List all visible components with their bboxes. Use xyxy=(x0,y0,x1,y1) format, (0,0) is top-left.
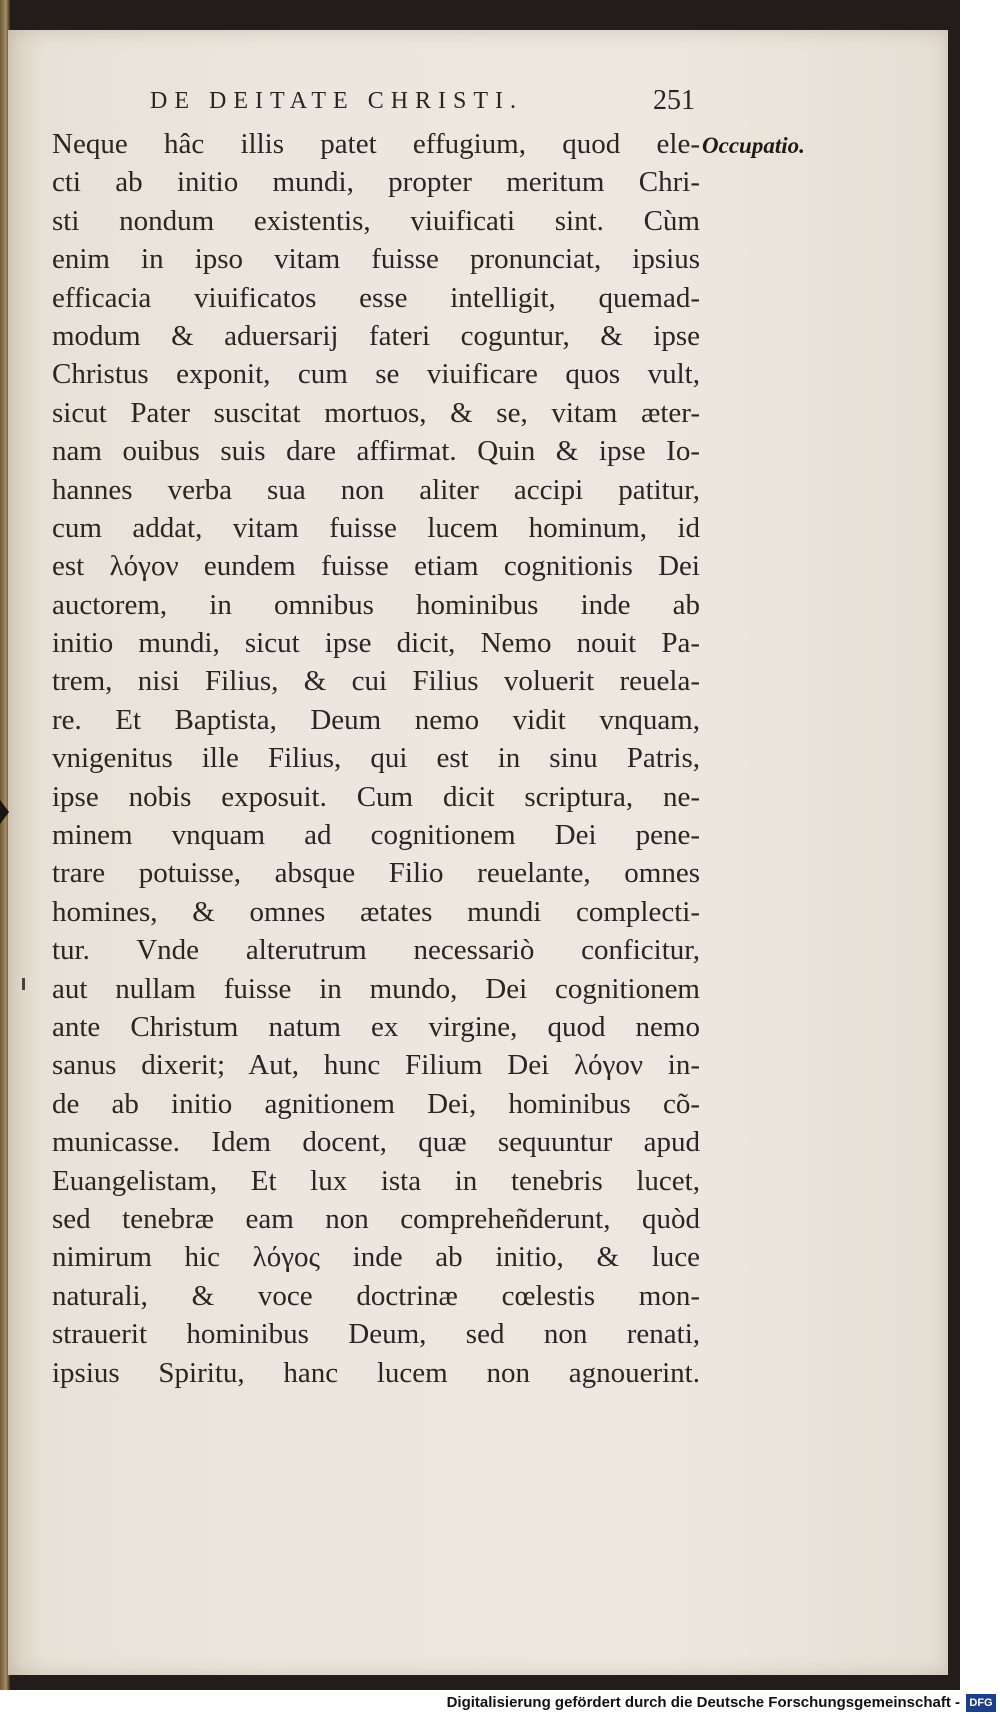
text-line: de ab initio agnitionem Dei, hominibus cõ- xyxy=(52,1087,700,1120)
dfg-logo-icon: DFG xyxy=(966,1694,996,1712)
text-line: est λόγον eundem fuisse etiam cognitionis Dei xyxy=(52,550,700,583)
text-line: sicut Pater suscitat mortuos, & se, vitam æter- xyxy=(52,396,700,429)
text-line: tur. Vnde alterutrum necessariò conficitur, xyxy=(52,934,700,967)
text-line: strauerit hominibus Deum, sed non renati, xyxy=(52,1318,700,1351)
running-title: DE DEITATE CHRISTI. xyxy=(150,88,524,114)
page-tab-marker xyxy=(0,800,9,824)
text-line: cti ab initio mundi, propter meritum Chri- xyxy=(52,166,700,199)
text-line: initio mundi, sicut ipse dicit, Nemo nouit Pa- xyxy=(52,627,700,660)
page-number: 251 xyxy=(653,85,695,116)
ink-mark xyxy=(22,978,25,990)
text-line: nam ouibus suis dare affirmat. Quin & ipse Io- xyxy=(52,435,700,468)
text-line: trare potuisse, absque Filio reuelante, omnes xyxy=(52,857,700,890)
text-line: naturali, & voce doctrinæ cœlestis mon- xyxy=(52,1279,700,1312)
text-line: re. Et Baptista, Deum nemo vidit vnquam, xyxy=(52,703,700,736)
text-line: aut nullam fuisse in mundo, Dei cognitionem xyxy=(52,972,700,1005)
text-line: Christus exponit, cum se viuificare quos vult, xyxy=(52,358,700,391)
funding-credit: Digitalisierung gefördert durch die Deutsche Forschungsgemeinschaft - xyxy=(446,1694,960,1711)
text-line: sed tenebræ eam non compreheñderunt, quòd xyxy=(52,1202,700,1235)
text-line: efficacia viuificatos esse intelligit, quemad- xyxy=(52,281,700,314)
text-line: hannes verba sua non aliter accipi patitur, xyxy=(52,473,700,506)
text-line: modum & aduersarij fateri coguntur, & ipse xyxy=(52,319,700,352)
footer-bar xyxy=(0,1690,1000,1718)
text-line: ipse nobis exposuit. Cum dicit scriptura, ne- xyxy=(52,780,700,813)
text-line: enim in ipso vitam fuisse pronunciat, ipsius xyxy=(52,243,700,276)
text-line: vnigenitus ille Filius, qui est in sinu Patris, xyxy=(52,742,700,775)
text-line: cum addat, vitam fuisse lucem hominum, id xyxy=(52,511,700,544)
text-line: sti nondum existentis, viuificati sint. Cùm xyxy=(52,204,700,237)
text-line: auctorem, in omnibus hominibus inde ab xyxy=(52,588,700,621)
text-line: Euangelistam, Et lux ista in tenebris lucet, xyxy=(52,1164,700,1197)
text-line: homines, & omnes ætates mundi complecti- xyxy=(52,895,700,928)
text-line: nimirum hic λόγος inde ab initio, & luce xyxy=(52,1241,700,1274)
text-line: municasse. Idem docent, quæ sequuntur apud xyxy=(52,1126,700,1159)
marginal-note: Occupatio. xyxy=(702,133,805,158)
text-line: ipsius Spiritu, hanc lucem non agnouerint. xyxy=(52,1356,700,1389)
text-line: minem vnquam ad cognitionem Dei pene- xyxy=(52,819,700,852)
text-line: trem, nisi Filius, & cui Filius voluerit reuela- xyxy=(52,665,700,698)
text-line: ante Christum natum ex virgine, quod nemo xyxy=(52,1010,700,1043)
text-line: Neque hâc illis patet effugium, quod ele- xyxy=(52,128,700,160)
body-text xyxy=(52,125,700,1392)
text-line: sanus dixerit; Aut, hunc Filium Dei λόγον in- xyxy=(52,1049,700,1082)
